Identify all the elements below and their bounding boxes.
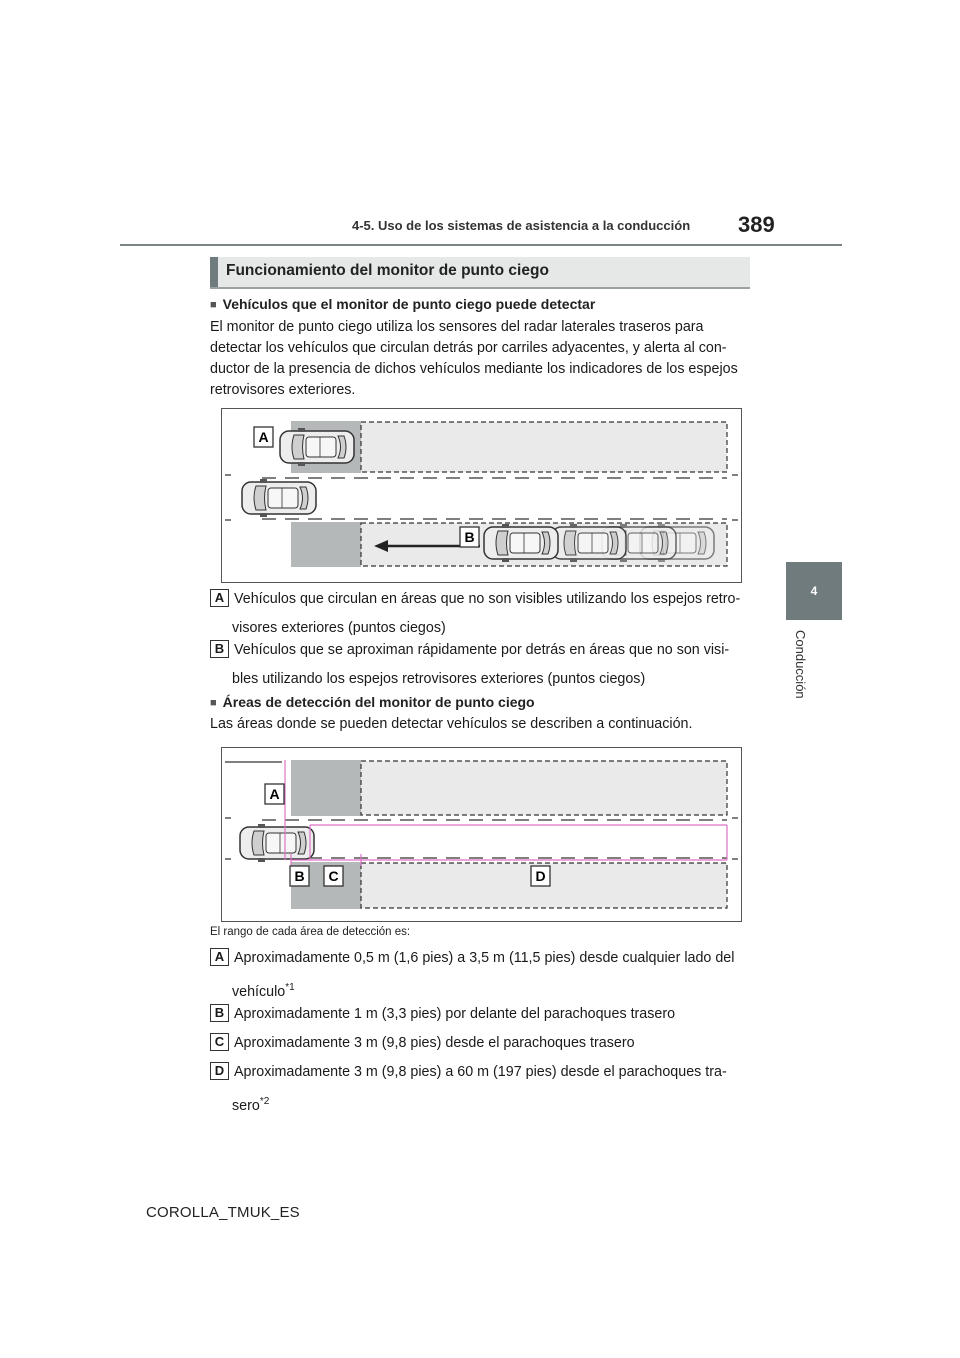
badge-a: A	[210, 948, 229, 966]
section-heading-bar	[210, 257, 218, 287]
section-heading-text: Funcionamiento del monitor de punto ciego	[226, 262, 549, 279]
page-number: 389	[738, 212, 775, 237]
subsection-text-detectable: El monitor de punto ciego utiliza los sensores del radar laterales traseros para detectar los vehículos que circulan detrás por carriles adyacentes, y alerta al con-ductor de la presencia de dichos vehículos mediante los indicadores de los espejos retrovisores exteriores.	[210, 319, 738, 398]
legend1-item-b	[210, 636, 755, 694]
figure-detection-areas	[221, 747, 742, 922]
range-intro: El rango de cada área de detección es:	[210, 926, 411, 938]
chapter-tab-number: 4	[786, 562, 842, 620]
subsection-title-areas: ■ Áreas de detección del monitor de punto ciego	[210, 694, 535, 710]
figure2-label-d: D	[535, 868, 546, 884]
legend2-a-line1: Aproximadamente 0,5 m (1,6 pies) a 3,5 m (11,5 pies) desde cualquier lado del	[234, 950, 735, 966]
legend2-d-line2: sero	[232, 1097, 260, 1114]
legend1-b-line2: bles utilizando los espejos retrovisores exteriores (puntos ciegos)	[232, 671, 646, 687]
legend2-a-line2: vehículo	[232, 983, 286, 1000]
badge-d: D	[210, 1062, 229, 1080]
header-section-title: 4-5. Uso de los sistemas de asistencia a la conducción	[352, 218, 691, 233]
section-heading	[210, 257, 750, 289]
legend2-item-b	[210, 1000, 755, 1029]
legend1-item-a	[210, 585, 755, 643]
figure-detectable-vehicles	[221, 408, 742, 583]
legend2-d-line1: Aproximadamente 3 m (9,8 pies) a 60 m (197 pies) desde el parachoques tra-	[234, 1064, 727, 1080]
legend2-c-line1: Aproximadamente 3 m (9,8 pies) desde el parachoques trasero	[234, 1035, 635, 1051]
figure2-label-b: B	[294, 868, 305, 884]
figure2-label-a: A	[269, 786, 280, 802]
legend1-b-line1: Vehículos que se aproximan rápidamente por detrás en áreas que no son visi-	[234, 642, 730, 658]
subsection-text-areas: Las áreas donde se pueden detectar vehículos se describen a continuación.	[210, 716, 693, 732]
figure2-label-c: C	[328, 868, 339, 884]
footnote-ref-2: *2	[259, 1096, 270, 1107]
header-rule	[120, 244, 842, 246]
footnote-ref-1: *1	[285, 982, 295, 993]
figure1-label-a: A	[258, 429, 269, 445]
chapter-tab-label	[784, 630, 814, 710]
legend1-a-line2: visores exteriores (puntos ciegos)	[232, 620, 446, 636]
legend2-item-c	[210, 1029, 755, 1058]
legend2-b-line1: Aproximadamente 1 m (3,3 pies) por delante del parachoques trasero	[234, 1006, 676, 1022]
badge-c: C	[210, 1033, 229, 1051]
figure1-label-b: B	[464, 529, 475, 545]
legend1-a-line1: Vehículos que circulan en áreas que no son visibles utilizando los espejos retro-	[234, 591, 741, 607]
footer-doc-id: COROLLA_TMUK_ES	[146, 1204, 300, 1221]
badge-b: B	[210, 1004, 229, 1022]
badge-b: B	[210, 640, 229, 658]
subsection-title-detectable: ■ Vehículos que el monitor de punto ciego puede detectar	[210, 296, 595, 312]
chapter-tab-label-text: Conducción	[793, 630, 808, 699]
badge-a: A	[210, 589, 229, 607]
legend2-item-a	[210, 944, 755, 1007]
legend2-item-d	[210, 1058, 755, 1121]
